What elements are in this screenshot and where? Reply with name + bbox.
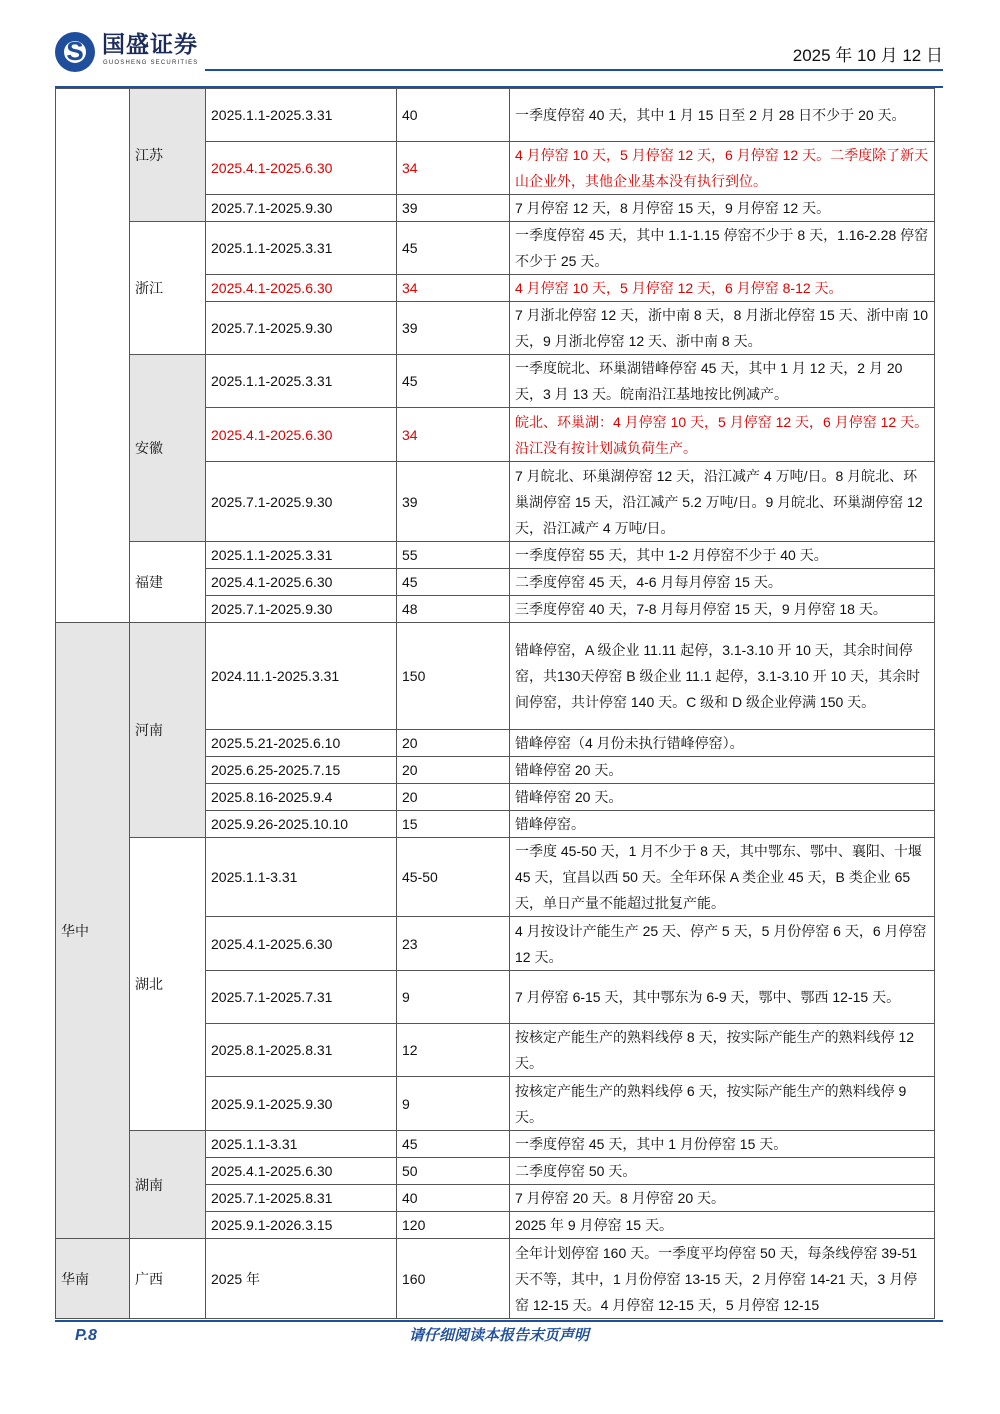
period-cell: 2025.5.21-2025.6.10 — [206, 730, 397, 757]
note-cell: 错峰停窑。 — [510, 811, 935, 838]
days-cell: 20 — [397, 784, 510, 811]
period-cell: 2025.1.1-2025.3.31 — [206, 89, 397, 142]
days-cell: 45 — [397, 1131, 510, 1158]
note-cell: 错峰停窑 20 天。 — [510, 757, 935, 784]
days-cell: 48 — [397, 596, 510, 623]
note-cell: 7 月浙北停窑 12 天，浙中南 8 天，8 月浙北停窑 15 天、浙中南 10 天，9 月浙北停窑 12 天、浙中南 8 天。 — [510, 302, 935, 355]
table-row — [56, 222, 935, 275]
province-cell: 广西 — [130, 1239, 206, 1319]
table-row — [56, 355, 935, 408]
period-cell: 2025.1.1-2025.3.31 — [206, 355, 397, 408]
note-cell: 一季度停窑 55 天，其中 1-2 月停窑不少于 40 天。 — [510, 542, 935, 569]
province-cell: 河南 — [130, 623, 206, 838]
note-cell: 7 月停窑 20 天。8 月停窑 20 天。 — [510, 1185, 935, 1212]
note-cell: 7 月停窑 6-15 天，其中鄂东为 6-9 天，鄂中、鄂西 12-15 天。 — [510, 971, 935, 1024]
note-cell: 错峰停窑（4 月份未执行错峰停窑）。 — [510, 730, 935, 757]
province-cell: 浙江 — [130, 222, 206, 355]
note-cell: 二季度停窑 45 天，4-6 月每月停窑 15 天。 — [510, 569, 935, 596]
period-cell: 2025 年 — [206, 1239, 397, 1319]
footer — [55, 1322, 943, 1362]
days-cell: 50 — [397, 1158, 510, 1185]
period-cell: 2025.7.1-2025.9.30 — [206, 195, 397, 222]
province-cell: 福建 — [130, 542, 206, 623]
days-cell: 120 — [397, 1212, 510, 1239]
days-cell: 23 — [397, 917, 510, 971]
note-cell: 4 月按设计产能生产 25 天、停产 5 天，5 月份停窑 6 天，6 月停窑 12 天。 — [510, 917, 935, 971]
days-cell: 9 — [397, 1077, 510, 1131]
period-cell: 2025.1.1-2025.3.31 — [206, 542, 397, 569]
note-cell: 三季度停窑 40 天，7-8 月每月停窑 15 天，9 月停窑 18 天。 — [510, 596, 935, 623]
note-cell: 7 月皖北、环巢湖停窑 12 天，沿江减产 4 万吨/日。8 月皖北、环巢湖停窑 15 天，沿江减产 5.2 万吨/日。9 月皖北、环巢湖停窑 12 天，沿江减产 4 万吨/日。 — [510, 462, 935, 542]
days-cell: 150 — [397, 623, 510, 730]
period-cell: 2025.1.1-3.31 — [206, 1131, 397, 1158]
province-cell: 湖南 — [130, 1131, 206, 1239]
note-cell: 二季度停窑 50 天。 — [510, 1158, 935, 1185]
days-cell: 34 — [397, 408, 510, 462]
period-cell: 2025.4.1-2025.6.30 — [206, 917, 397, 971]
note-cell: 按核定产能生产的熟料线停 8 天，按实际产能生产的熟料线停 12 天。 — [510, 1024, 935, 1077]
table-row — [56, 89, 935, 142]
days-cell: 39 — [397, 462, 510, 542]
note-cell: 一季度停窑 40 天，其中 1 月 15 日至 2 月 28 日不少于 20 天。 — [510, 89, 935, 142]
days-cell: 40 — [397, 89, 510, 142]
period-cell: 2025.4.1-2025.6.30 — [206, 275, 397, 302]
production-halt-table — [55, 88, 935, 1319]
days-cell: 34 — [397, 142, 510, 195]
table-row — [56, 1239, 935, 1319]
table-row — [56, 542, 935, 569]
days-cell: 20 — [397, 757, 510, 784]
note-cell: 一季度停窑 45 天，其中 1.1-1.15 停窑不少于 8 天，1.16-2.28 停窑不少于 25 天。 — [510, 222, 935, 275]
region-cell: 华南 — [56, 1239, 130, 1319]
table-row — [56, 623, 935, 730]
note-cell: 4 月停窑 10 天，5 月停窑 12 天，6 月停窑 12 天。二季度除了新天山企业外，其他企业基本没有执行到位。 — [510, 142, 935, 195]
period-cell: 2025.7.1-2025.8.31 — [206, 1185, 397, 1212]
period-cell: 2025.7.1-2025.9.30 — [206, 596, 397, 623]
period-cell: 2025.6.25-2025.7.15 — [206, 757, 397, 784]
period-cell: 2025.4.1-2025.6.30 — [206, 1158, 397, 1185]
days-cell: 45 — [397, 222, 510, 275]
note-cell: 错峰停窑，A 级企业 11.11 起停，3.1-3.10 开 10 天，其余时间停窑，共130天停窑 B 级企业 11.1 起停，3.1-3.10 开 10 天，其余时间停窑，共计停窑 140 天。C 级和 D 级企业停满 150 天。 — [510, 623, 935, 730]
page-number: P.8 — [75, 1327, 97, 1344]
table-row — [56, 1131, 935, 1158]
days-cell: 45-50 — [397, 838, 510, 917]
period-cell: 2024.11.1-2025.3.31 — [206, 623, 397, 730]
days-cell: 45 — [397, 355, 510, 408]
note-cell: 2025 年 9 月停窑 15 天。 — [510, 1212, 935, 1239]
period-cell: 2025.4.1-2025.6.30 — [206, 408, 397, 462]
region-cell: 华中 — [56, 623, 130, 1239]
period-cell: 2025.8.16-2025.9.4 — [206, 784, 397, 811]
period-cell: 2025.9.1-2026.3.15 — [206, 1212, 397, 1239]
note-cell: 皖北、环巢湖：4 月停窑 10 天，5 月停窑 12 天，6 月停窑 12 天。沿江没有按计划减负荷生产。 — [510, 408, 935, 462]
note-cell: 按核定产能生产的熟料线停 6 天，按实际产能生产的熟料线停 9 天。 — [510, 1077, 935, 1131]
note-cell: 一季度停窑 45 天，其中 1 月份停窑 15 天。 — [510, 1131, 935, 1158]
content-flow — [55, 0, 943, 1362]
period-cell: 2025.1.1-3.31 — [206, 838, 397, 917]
note-cell: 4 月停窑 10 天，5 月停窑 12 天，6 月停窑 8-12 天。 — [510, 275, 935, 302]
period-cell: 2025.4.1-2025.6.30 — [206, 569, 397, 596]
brand-name: 国盛证券 — [102, 31, 198, 57]
days-cell: 55 — [397, 542, 510, 569]
note-cell: 全年计划停窑 160 天。一季度平均停窑 50 天，每条线停窑 39-51 天不等，其中，1 月份停窑 13-15 天，2 月停窑 14-21 天，3 月停窑 12-15 天。4 月停窑 12-15 天，5 月停窑 12-15 — [510, 1239, 935, 1319]
period-cell: 2025.7.1-2025.9.30 — [206, 462, 397, 542]
report-date: 2025 年 10 月 12 日 — [792, 46, 943, 65]
days-cell: 15 — [397, 811, 510, 838]
period-cell: 2025.1.1-2025.3.31 — [206, 222, 397, 275]
disclaimer-link[interactable]: 请仔细阅读本报告末页声明 — [408, 1327, 589, 1344]
period-cell: 2025.8.1-2025.8.31 — [206, 1024, 397, 1077]
days-cell: 12 — [397, 1024, 510, 1077]
province-cell: 江苏 — [130, 89, 206, 222]
note-cell: 一季度 45-50 天，1 月不少于 8 天，其中鄂东、鄂中、襄阳、十堰 45 天，宜昌以西 50 天。全年环保 A 类企业 45 天，B 类企业 65 天，单日产量不能超过批复产能。 — [510, 838, 935, 917]
days-cell: 20 — [397, 730, 510, 757]
period-cell: 2025.9.1-2025.9.30 — [206, 1077, 397, 1131]
days-cell: 45 — [397, 569, 510, 596]
brand-name-en: GUOSHENG SECURITIES — [103, 60, 199, 66]
days-cell: 160 — [397, 1239, 510, 1319]
note-cell: 一季度皖北、环巢湖错峰停窑 45 天，其中 1 月 12 天，2 月 20 天，3 月 13 天。皖南沿江基地按比例减产。 — [510, 355, 935, 408]
days-cell: 39 — [397, 195, 510, 222]
period-cell: 2025.4.1-2025.6.30 — [206, 142, 397, 195]
period-cell: 2025.9.26-2025.10.10 — [206, 811, 397, 838]
note-cell: 7 月停窑 12 天，8 月停窑 15 天，9 月停窑 12 天。 — [510, 195, 935, 222]
days-cell: 39 — [397, 302, 510, 355]
days-cell: 9 — [397, 971, 510, 1024]
period-cell: 2025.7.1-2025.9.30 — [206, 302, 397, 355]
table-row — [56, 838, 935, 917]
days-cell: 40 — [397, 1185, 510, 1212]
days-cell: 34 — [397, 275, 510, 302]
period-cell: 2025.7.1-2025.7.31 — [206, 971, 397, 1024]
note-cell: 错峰停窑 20 天。 — [510, 784, 935, 811]
region-cell — [56, 89, 130, 623]
province-cell: 湖北 — [130, 838, 206, 1131]
province-cell: 安徽 — [130, 355, 206, 542]
